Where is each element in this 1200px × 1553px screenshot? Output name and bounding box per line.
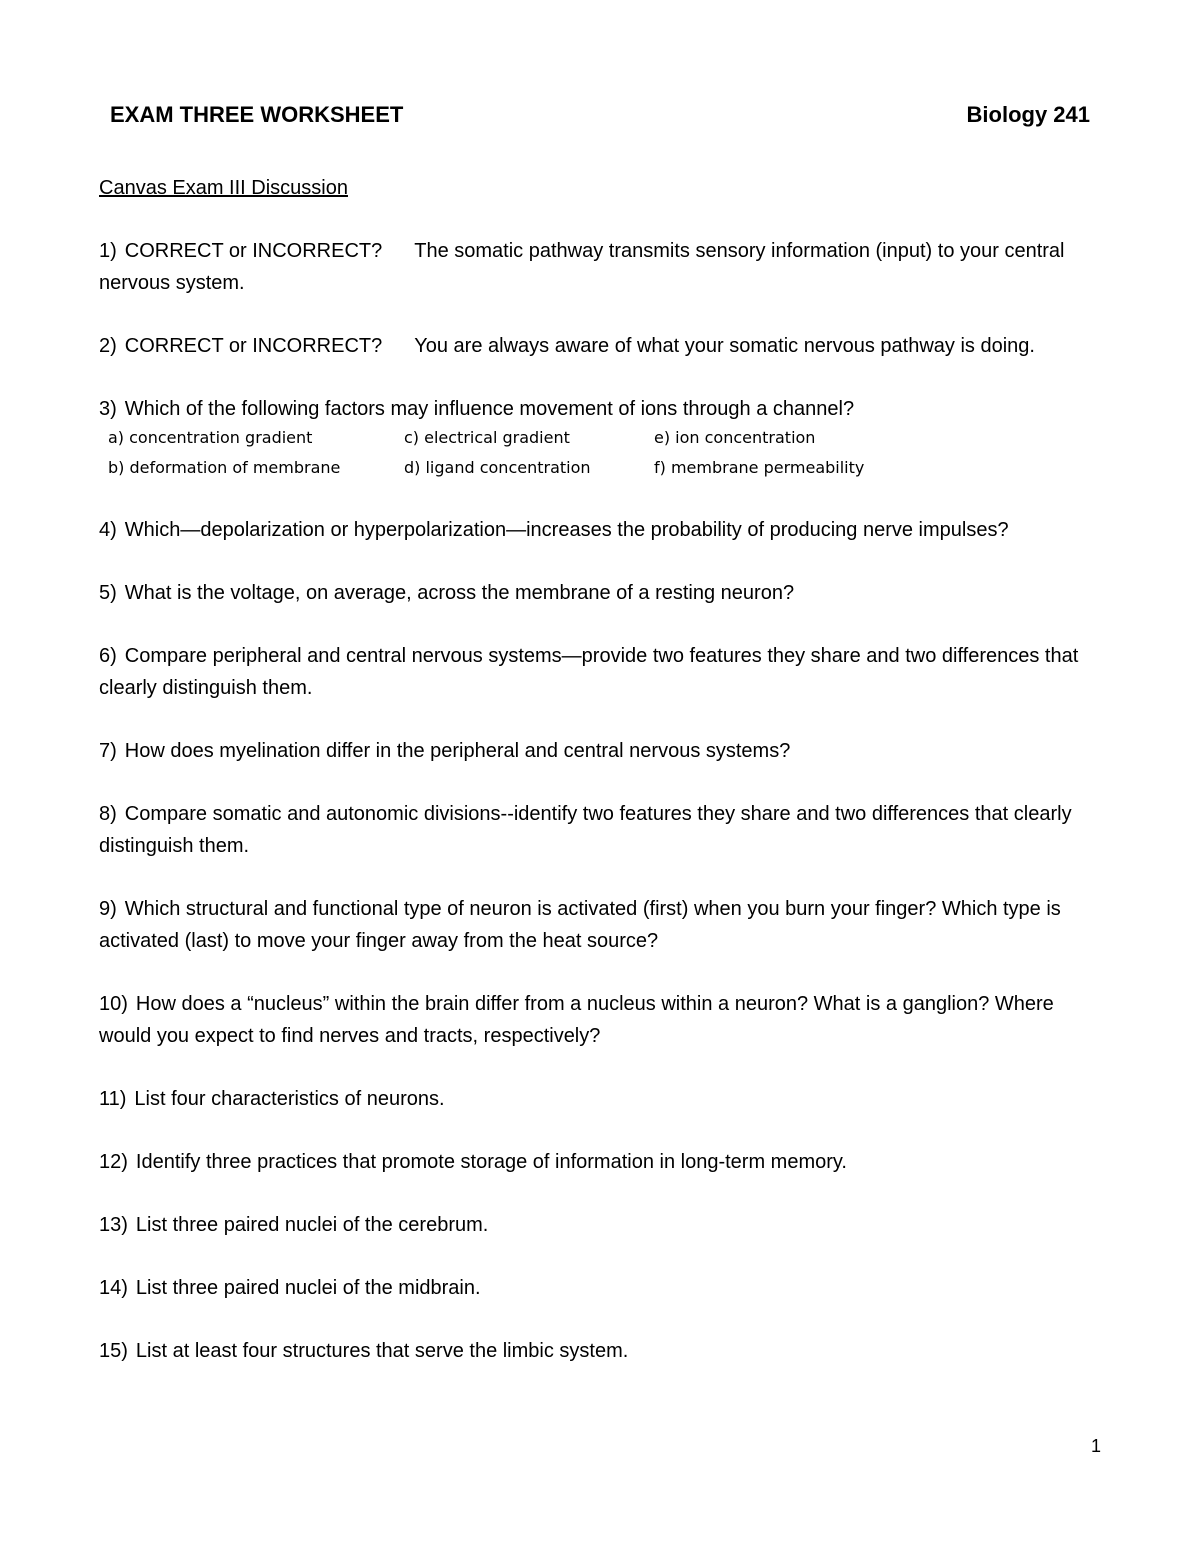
question xyxy=(99,330,1099,362)
question-text: You are always aware of what your somatic nervous pathway is doing. xyxy=(414,335,1035,357)
question-text: Which—depolarization or hyperpolarization—increases the probability of producing nerve impulses? xyxy=(124,519,1009,541)
question xyxy=(99,235,1099,299)
question-text: How does a “nucleus” within the brain differ from a nucleus within a neuron? What is a ganglion? Where would you expect to find nerves and tracts, respectively? xyxy=(99,993,1054,1047)
options-row xyxy=(99,423,1099,453)
question-prefix: CORRECT or INCORRECT? xyxy=(124,335,383,357)
question xyxy=(99,393,1099,483)
options-row xyxy=(99,453,1099,483)
question-number: 2) xyxy=(99,335,117,357)
question xyxy=(99,988,1099,1052)
question-number: 8) xyxy=(99,803,117,825)
question-number: 10) xyxy=(99,993,128,1015)
question xyxy=(99,1335,1099,1367)
question-number: 11) xyxy=(99,1088,127,1110)
answer-options xyxy=(99,423,1099,483)
page-title: EXAM THREE WORKSHEET xyxy=(110,102,404,127)
question-number: 13) xyxy=(99,1214,128,1236)
question-number: 3) xyxy=(99,398,117,420)
question-text: List three paired nuclei of the midbrain. xyxy=(135,1277,481,1299)
question xyxy=(99,1146,1099,1178)
question-text: Which structural and functional type of neuron is activated (first) when you burn your finger? Which type is activated (last) to move your finger away from the heat source? xyxy=(99,898,1061,952)
question-number: 4) xyxy=(99,519,117,541)
question xyxy=(99,1272,1099,1304)
option-d: d) ligand concentration xyxy=(404,458,591,477)
question-number: 1) xyxy=(99,240,117,262)
worksheet-content xyxy=(99,172,1099,1398)
question-text: List four characteristics of neurons. xyxy=(134,1088,445,1110)
question-number: 15) xyxy=(99,1340,128,1362)
question-number: 9) xyxy=(99,898,117,920)
option-b: b) deformation of membrane xyxy=(108,458,341,477)
page-header xyxy=(110,102,1090,128)
option-a: a) concentration gradient xyxy=(108,428,313,447)
question-text: How does myelination differ in the peripheral and central nervous systems? xyxy=(124,740,791,762)
question xyxy=(99,1209,1099,1241)
question-number: 14) xyxy=(99,1277,128,1299)
option-e: e) ion concentration xyxy=(654,428,816,447)
question-number: 6) xyxy=(99,645,117,667)
question-number: 5) xyxy=(99,582,117,604)
question xyxy=(99,577,1099,609)
question-number: 12) xyxy=(99,1151,128,1173)
course-name: Biology 241 xyxy=(966,102,1090,127)
question-text: Compare somatic and autonomic divisions--identify two features they share and two differences that clearly distinguish them. xyxy=(99,803,1072,857)
question-text: Compare peripheral and central nervous systems—provide two features they share and two differences that clearly distinguish them. xyxy=(99,645,1079,699)
question-text: Which of the following factors may influence movement of ions through a channel? xyxy=(124,398,855,420)
question-number: 7) xyxy=(99,740,117,762)
question-text: The somatic pathway transmits sensory information (input) to your central nervous system. xyxy=(99,240,1065,294)
question xyxy=(99,893,1099,957)
option-f: f) membrane permeability xyxy=(654,458,865,477)
question xyxy=(99,798,1099,862)
question xyxy=(99,735,1099,767)
question-text: List three paired nuclei of the cerebrum. xyxy=(135,1214,489,1236)
question-prefix: CORRECT or INCORRECT? xyxy=(124,240,383,262)
question-text: Identify three practices that promote storage of information in long-term memory. xyxy=(135,1151,847,1173)
option-c: c) electrical gradient xyxy=(404,428,570,447)
question-text: List at least four structures that serve the limbic system. xyxy=(135,1340,629,1362)
question xyxy=(99,1083,1099,1115)
question xyxy=(99,514,1099,546)
page-number: 1 xyxy=(1090,1436,1101,1456)
question-text: What is the voltage, on average, across the membrane of a resting neuron? xyxy=(124,582,795,604)
section-title: Canvas Exam III Discussion xyxy=(99,177,348,199)
question xyxy=(99,640,1099,704)
